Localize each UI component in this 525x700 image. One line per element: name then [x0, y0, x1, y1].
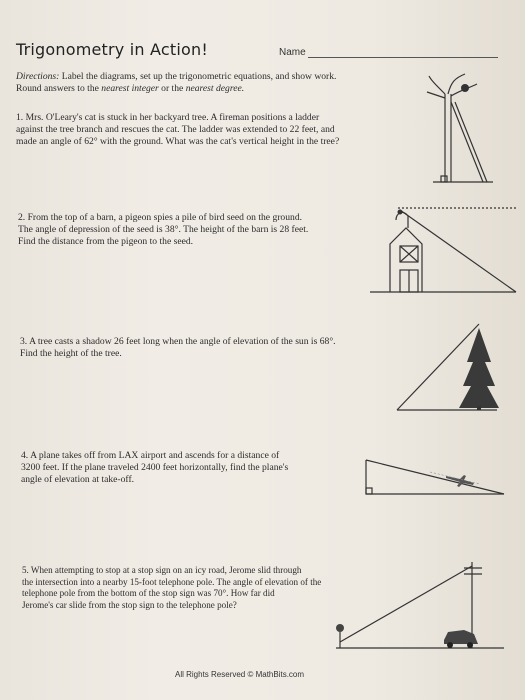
problem-2-line-2: The angle of depression of the seed is 38°. The height of the barn is 28 feet. [18, 224, 309, 235]
problem-2-line-1: 2. From the top of a barn, a pigeon spies a pile of bird seed on the ground. [18, 212, 303, 223]
problem-4-line-3: angle of elevation at take-off. [21, 474, 135, 485]
copyright-footer: All Rights Reserved © MathBits.com [175, 670, 305, 679]
problem-3-line-1: 3. A tree casts a shadow 26 feet long when the angle of elevation of the sun is 68°. [20, 336, 336, 347]
cat-icon [461, 84, 469, 92]
problem-1-line-1: 1. Mrs. O'Leary's cat is stuck in her backyard tree. A fireman positions a ladder [16, 112, 320, 123]
pine-tree-illustration [395, 322, 505, 414]
directions [16, 71, 436, 95]
telephone-pole-car-illustration [332, 558, 507, 658]
pigeon-icon [398, 210, 403, 215]
name-blank-line[interactable] [308, 57, 498, 58]
problem-5-line-1: 5. When attempting to stop at a stop sign on an icy road, Jerome slid through [22, 565, 302, 575]
barn-pigeon-illustration [370, 202, 520, 297]
tree-ladder-illustration [425, 72, 500, 192]
problem-5-line-3: telephone pole from the bottom of the stop sign was 70°. How far did [22, 588, 275, 598]
problem-4-line-1: 4. A plane takes off from LAX airport and ascends for a distance of [21, 450, 280, 461]
directions-lead: Directions: [16, 71, 60, 82]
problem-4 [21, 450, 371, 486]
problem-5-line-2: the intersection into a nearby 15-foot telephone pole. The angle of elevation of the [22, 576, 322, 587]
directions-text-2b: or the [161, 83, 184, 94]
name-label: Name [279, 47, 306, 58]
directions-text-2a: Round answers to the [16, 83, 99, 94]
problem-5-line-4: Jerome's car slide from the stop sign to the telephone pole? [22, 599, 237, 610]
problem-1 [16, 112, 436, 148]
page-title: Trigonometry in Action! [16, 40, 208, 59]
problem-1-line-2: against the tree branch and rescues the cat. The ladder was extended to 22 feet, and [16, 124, 335, 135]
directions-emph-2: nearest degree. [185, 83, 245, 94]
problem-3-line-2: Find the height of the tree. [20, 348, 122, 359]
problem-2-line-3: Find the distance from the pigeon to the seed. [18, 236, 194, 247]
directions-emph-1: nearest integer [101, 83, 159, 94]
stop-sign-icon [336, 624, 344, 632]
problem-3 [20, 336, 440, 360]
problem-4-line-2: 3200 feet. If the plane traveled 2400 feet horizontally, find the plane's [21, 462, 289, 473]
airplane-illustration [360, 454, 510, 500]
problem-1-line-3: made an angle of 62° with the ground. What was the cat's vertical height in the tree? [16, 136, 340, 147]
directions-text-1: Label the diagrams, set up the trigonometric equations, and show work. [61, 71, 337, 82]
problem-2 [18, 212, 398, 248]
